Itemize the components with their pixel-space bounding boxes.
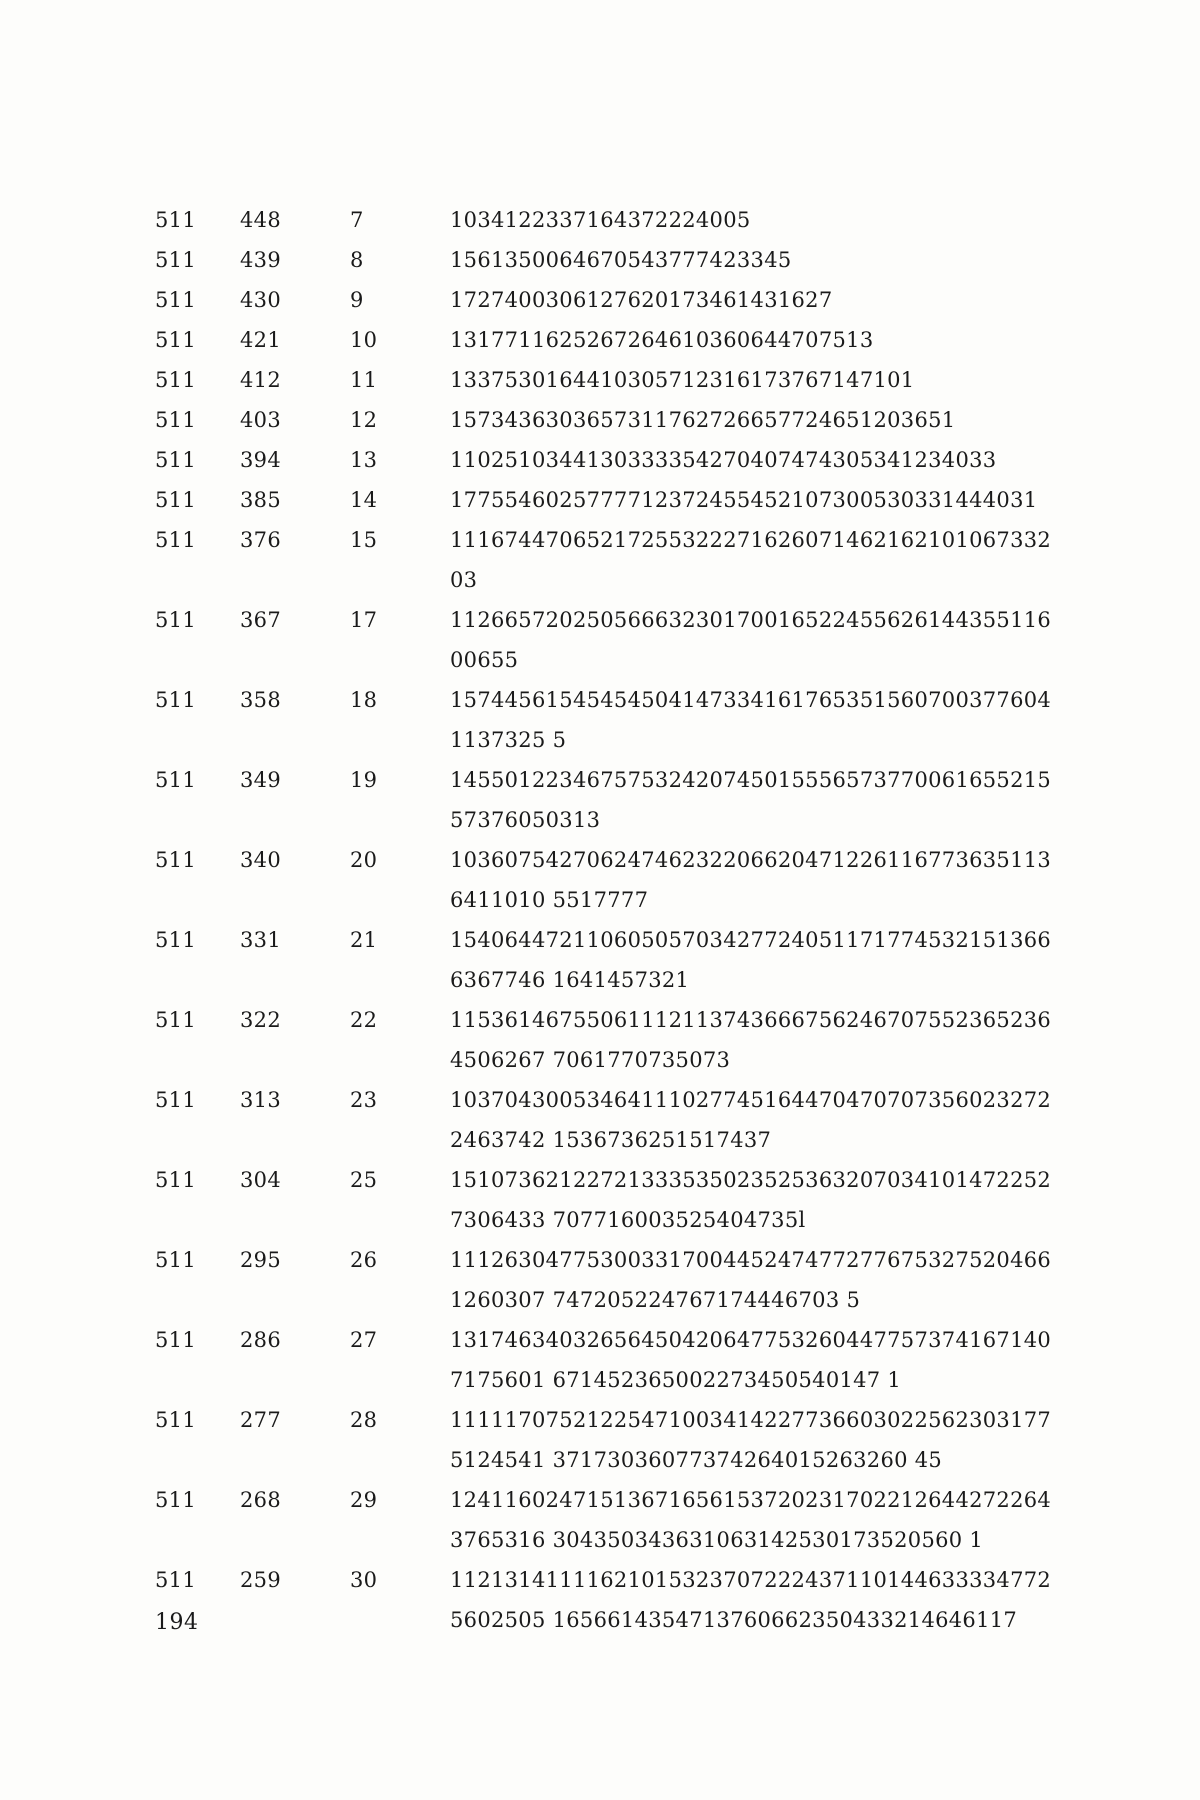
column-d-cell: 14	[350, 488, 378, 512]
generator-cell: 1727400306127620173461431627	[450, 288, 833, 312]
table-row	[155, 1000, 1055, 1080]
generator-cell: 111117075212254710034142277366030225623031775124541 37173036077374264015263260 45	[450, 1408, 1052, 1472]
table-row	[155, 1400, 1055, 1480]
column-k-cell: 286	[240, 1328, 281, 1352]
column-d-cell: 13	[350, 448, 378, 472]
generator-cell: 154064472110605057034277240511717745321513666367746 1641457321	[450, 928, 1052, 992]
column-d-cell: 27	[350, 1328, 378, 1352]
table-row	[155, 400, 1055, 440]
column-k-cell: 313	[240, 1088, 281, 1112]
column-k-cell: 439	[240, 248, 281, 272]
column-d-cell: 15	[350, 528, 378, 552]
column-n-cell: 511	[155, 408, 196, 432]
column-k-cell: 277	[240, 1408, 281, 1432]
column-n-cell: 511	[155, 328, 196, 352]
column-k-cell: 394	[240, 448, 281, 472]
table-row	[155, 200, 1055, 240]
generator-cell: 111263047753003317004452474772776753275204661260307 747205224767174446703 5	[450, 1248, 1052, 1312]
column-n-cell: 511	[155, 848, 196, 872]
table-row	[155, 1240, 1055, 1320]
column-k-cell: 268	[240, 1488, 281, 1512]
column-k-cell: 331	[240, 928, 281, 952]
column-k-cell: 340	[240, 848, 281, 872]
column-n-cell: 511	[155, 768, 196, 792]
column-d-cell: 7	[350, 208, 364, 232]
column-n-cell: 511	[155, 208, 196, 232]
table-row	[155, 600, 1055, 680]
column-n-cell: 511	[155, 288, 196, 312]
table-row	[155, 440, 1055, 480]
column-d-cell: 18	[350, 688, 378, 712]
page-number: 194	[155, 1610, 199, 1635]
column-d-cell: 12	[350, 408, 378, 432]
column-k-cell: 367	[240, 608, 281, 632]
column-d-cell: 19	[350, 768, 378, 792]
generator-cell: 1455012234675753242074501555657377006165521557376050313	[450, 768, 1052, 832]
table-row	[155, 920, 1055, 1000]
generator-cell: 1034122337164372224005	[450, 208, 751, 232]
generator-cell: 151073621227213335350235253632070341014722527306433 707716003525404735l	[450, 1168, 1052, 1232]
column-n-cell: 511	[155, 1168, 196, 1192]
generator-cell: 157445615454545041473341617653515607003776041137325 5	[450, 688, 1052, 752]
table-row	[155, 360, 1055, 400]
code-table	[155, 200, 1055, 1640]
column-k-cell: 376	[240, 528, 281, 552]
column-n-cell: 511	[155, 608, 196, 632]
column-k-cell: 349	[240, 768, 281, 792]
generator-cell: 124116024715136716561537202317022126442722643765316 304350343631063142530173520560 1	[450, 1488, 1052, 1552]
table-row	[155, 1560, 1055, 1640]
table-row	[155, 320, 1055, 360]
generator-cell: 1561350064670543777423345	[450, 248, 792, 272]
column-d-cell: 29	[350, 1488, 378, 1512]
table-row	[155, 480, 1055, 520]
column-n-cell: 511	[155, 1328, 196, 1352]
column-k-cell: 412	[240, 368, 281, 392]
table-row	[155, 280, 1055, 320]
column-d-cell: 11	[350, 368, 378, 392]
column-k-cell: 295	[240, 1248, 281, 1272]
generator-cell: 1102510344130333354270407474305341234033	[450, 448, 997, 472]
column-n-cell: 511	[155, 528, 196, 552]
generator-cell: 103607542706247462322066204712261167736351136411010 5517777	[450, 848, 1052, 912]
column-n-cell: 511	[155, 1408, 196, 1432]
column-k-cell: 304	[240, 1168, 281, 1192]
column-n-cell: 511	[155, 1088, 196, 1112]
column-d-cell: 26	[350, 1248, 378, 1272]
generator-cell: 131746340326564504206477532604477573741671407175601 671452365002273450540147 1	[450, 1328, 1052, 1392]
column-d-cell: 20	[350, 848, 378, 872]
column-d-cell: 25	[350, 1168, 378, 1192]
table-row	[155, 1320, 1055, 1400]
column-d-cell: 28	[350, 1408, 378, 1432]
column-n-cell: 511	[155, 928, 196, 952]
table-row	[155, 760, 1055, 840]
column-d-cell: 23	[350, 1088, 378, 1112]
column-n-cell: 511	[155, 1248, 196, 1272]
generator-cell: 1775546025777712372455452107300530331444031	[450, 488, 1038, 512]
generator-cell: 1317711625267264610360644707513	[450, 328, 874, 352]
column-k-cell: 448	[240, 208, 281, 232]
column-d-cell: 10	[350, 328, 378, 352]
column-k-cell: 385	[240, 488, 281, 512]
column-d-cell: 30	[350, 1568, 378, 1592]
column-n-cell: 511	[155, 488, 196, 512]
column-n-cell: 511	[155, 1488, 196, 1512]
column-k-cell: 430	[240, 288, 281, 312]
generator-cell: 103704300534641110277451644704707073560232722463742 1536736251517437	[450, 1088, 1052, 1152]
column-k-cell: 322	[240, 1008, 281, 1032]
column-n-cell: 511	[155, 688, 196, 712]
column-k-cell: 403	[240, 408, 281, 432]
generator-cell: 1116744706521725532227162607146216210106733203	[450, 528, 1052, 592]
table-row	[155, 1480, 1055, 1560]
column-d-cell: 22	[350, 1008, 378, 1032]
column-d-cell: 17	[350, 608, 378, 632]
generator-cell: 115361467550611121137436667562467075523652364506267 7061770735073	[450, 1008, 1052, 1072]
column-d-cell: 8	[350, 248, 364, 272]
column-d-cell: 9	[350, 288, 364, 312]
column-n-cell: 511	[155, 448, 196, 472]
column-k-cell: 421	[240, 328, 281, 352]
table-row	[155, 680, 1055, 760]
table-row	[155, 1160, 1055, 1240]
column-n-cell: 511	[155, 248, 196, 272]
column-k-cell: 358	[240, 688, 281, 712]
column-n-cell: 511	[155, 1568, 196, 1592]
column-k-cell: 259	[240, 1568, 281, 1592]
generator-cell: 112131411116210153237072224371101446333347725602505 1656614354713760662350433214646117	[450, 1568, 1052, 1632]
column-d-cell: 21	[350, 928, 378, 952]
table-row	[155, 840, 1055, 920]
table-row	[155, 240, 1055, 280]
generator-cell: 1337530164410305712316173767147101	[450, 368, 915, 392]
table-row	[155, 520, 1055, 600]
column-n-cell: 511	[155, 1008, 196, 1032]
generator-cell: 1126657202505666323017001652245562614435511600655	[450, 608, 1052, 672]
table-row	[155, 1080, 1055, 1160]
generator-cell: 1573436303657311762726657724651203651	[450, 408, 956, 432]
column-n-cell: 511	[155, 368, 196, 392]
